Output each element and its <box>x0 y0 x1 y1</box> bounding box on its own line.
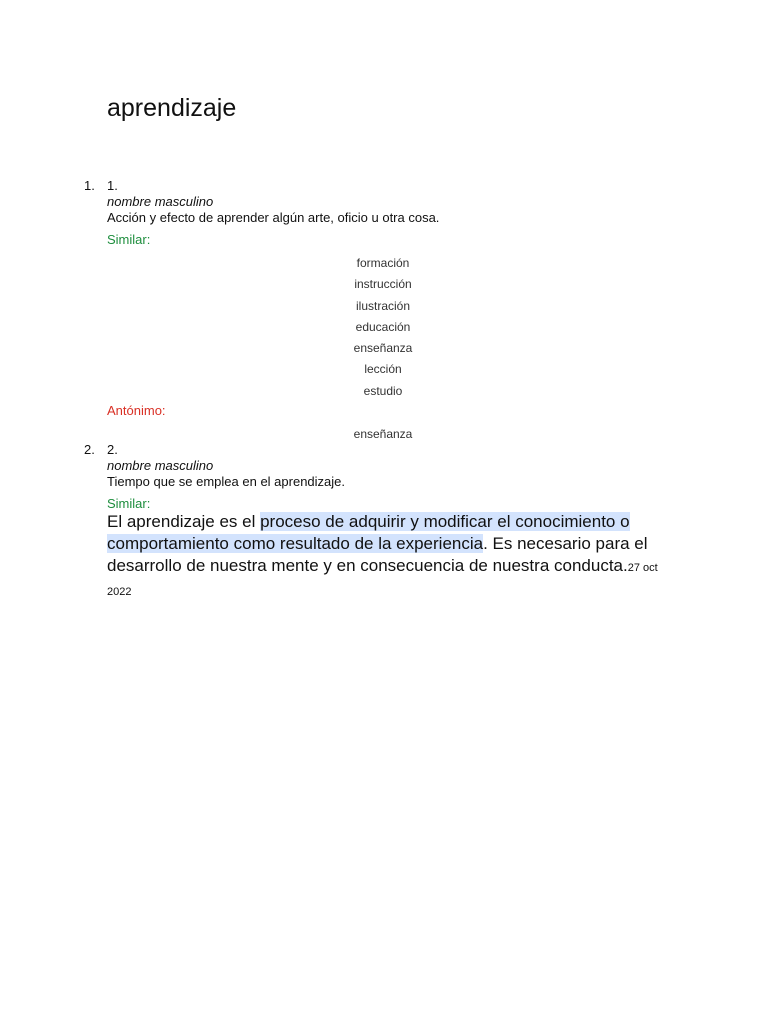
sense-number: 1. <box>107 178 118 193</box>
synonym-chip[interactable]: enseñanza <box>353 341 413 356</box>
page-title: aprendizaje <box>107 94 237 122</box>
similar-label: Similar: <box>107 496 151 511</box>
definition-text: Tiempo que se emplea en el aprendizaje. <box>107 474 345 489</box>
definition-entry <box>84 177 667 441</box>
synonym-chip[interactable]: lección <box>364 362 402 377</box>
synonym-list <box>323 253 443 402</box>
synonym-chip[interactable]: estudio <box>363 383 403 398</box>
sense-number: 2. <box>107 442 118 457</box>
synonym-chip[interactable]: ilustración <box>355 298 411 313</box>
synonym-chip[interactable]: instrucción <box>354 277 412 292</box>
snippet-text-start: El aprendizaje es el <box>107 512 261 531</box>
similar-label: Similar: <box>107 232 151 247</box>
part-of-speech: nombre masculino <box>107 194 214 209</box>
snippet-highlight: proceso de adquirir y modificar el conocimiento o comportamiento como resultado de la experiencia <box>107 512 630 553</box>
list-number: 2. <box>84 442 95 457</box>
definition-entry <box>84 441 667 512</box>
antonym-chip[interactable]: enseñanza <box>353 427 413 441</box>
antonym-label: Antónimo: <box>107 403 166 418</box>
snippet-date: 27 oct 2022 <box>107 562 658 598</box>
featured-snippet <box>107 511 667 603</box>
list-number: 1. <box>84 178 95 193</box>
snippet-text-end: . Es necesario para el desarrollo de nuestra mente y en consecuencia de nuestra conducta. <box>107 534 648 575</box>
synonym-chip[interactable]: educación <box>355 319 411 334</box>
synonym-chip[interactable]: formación <box>356 256 410 270</box>
part-of-speech: nombre masculino <box>107 458 214 473</box>
definition-text: Acción y efecto de aprender algún arte, oficio u otra cosa. <box>107 210 440 225</box>
